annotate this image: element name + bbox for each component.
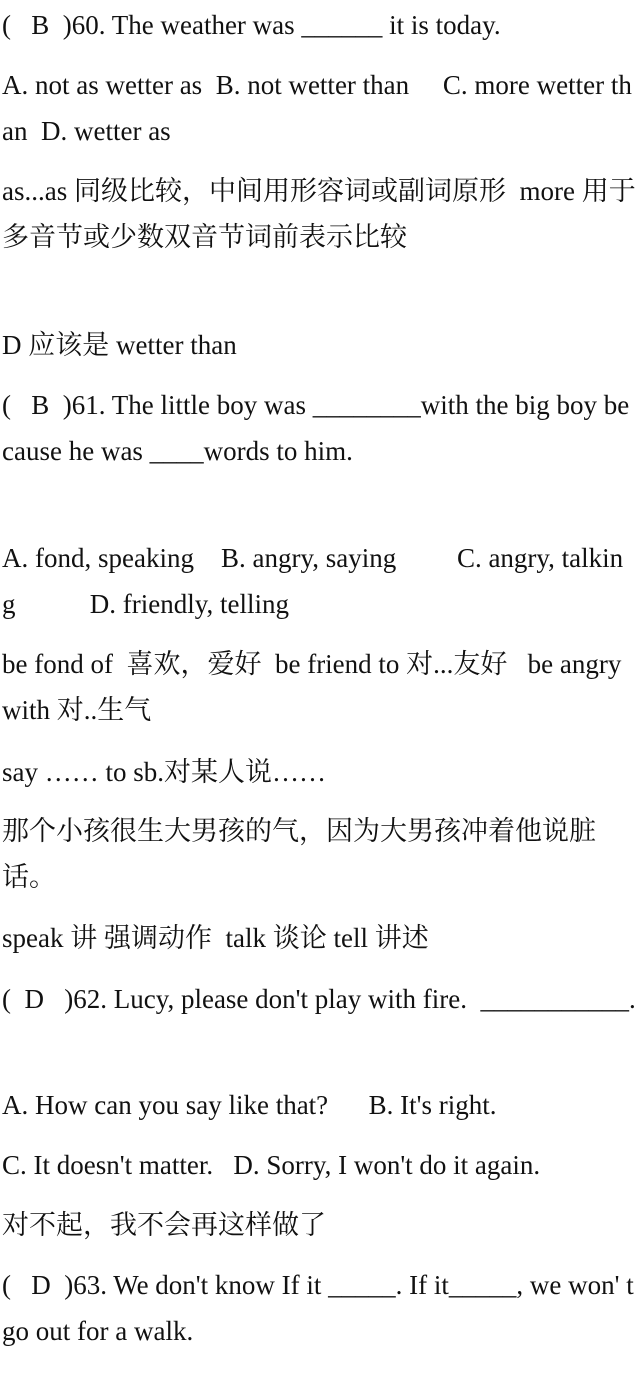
- q60-note-2: D 应该是 wetter than: [2, 330, 237, 360]
- q62-note-1: 对不起，我不会再这样做了: [2, 1210, 326, 1240]
- q61-question: ( B )61. The little boy was ________with the big boy because he was ____words to him.: [2, 390, 630, 466]
- q61-note-4: speak 讲 强调动作 talk 谈论 tell 讲述: [2, 923, 429, 953]
- q61-options: A. fond, speaking B. angry, saying C. angry, talking D. friendly, telling: [2, 543, 624, 619]
- q62-question: ( D )62. Lucy, please don't play with fire. ___________.: [2, 984, 636, 1014]
- q60-note-1: as...as 同级比较，中间用形容词或副词原形 more 用于多音节或少数双音节词前表示比较: [2, 176, 636, 252]
- q61-note-2: say …… to sb.对某人说……: [2, 757, 326, 787]
- q61-note-3: 那个小孩很生大男孩的气，因为大男孩冲着他说脏话。: [2, 816, 596, 892]
- q63-question: ( D )63. We don't know If it _____. If it_____, we won' t go out for a walk.: [2, 1270, 640, 1346]
- q62-options-1: A. How can you say like that? B. It's right.: [2, 1090, 497, 1120]
- q61-note-1: be fond of 喜欢，爱好 be friend to 对...友好 be angry with 对..生气: [2, 649, 629, 725]
- q60-question: ( B )60. The weather was ______ it is today.: [2, 10, 501, 40]
- q62-options-2: C. It doesn't matter. D. Sorry, I won't do it again.: [2, 1150, 541, 1180]
- q60-options: A. not as wetter as B. not wetter than C. more wetter than D. wetter as: [2, 70, 632, 146]
